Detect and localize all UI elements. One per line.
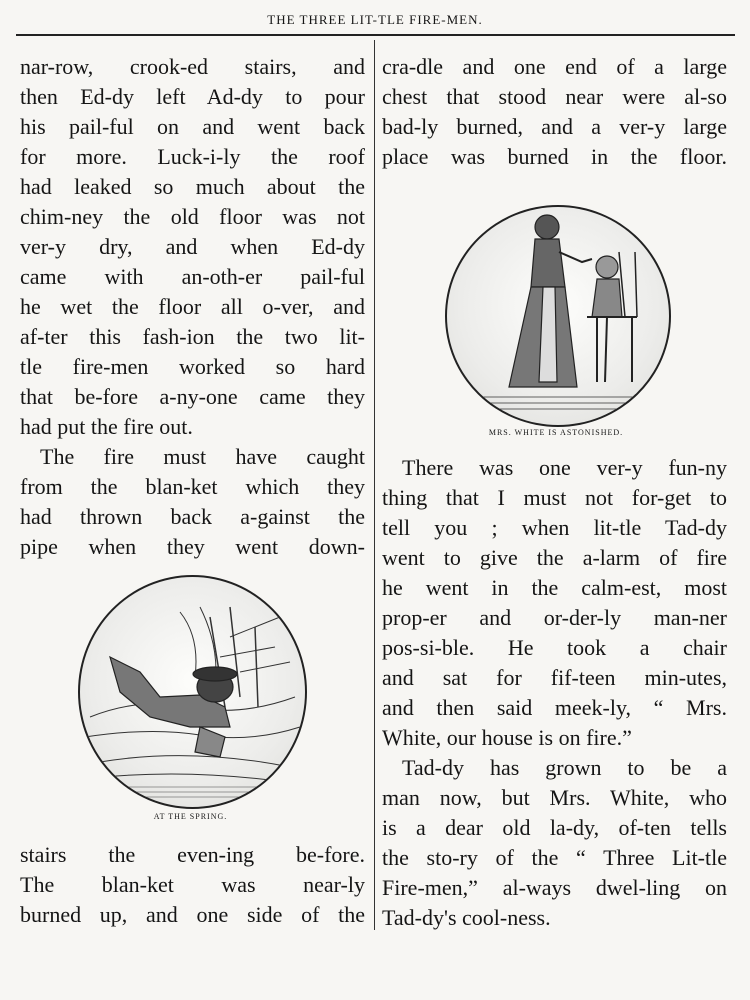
illustration-caption: MRS. WHITE IS ASTONISHED. [488, 428, 624, 437]
column-divider [374, 40, 375, 930]
text-line: chest that stood near were al-so [382, 84, 727, 109]
text-line: then Ed-dy left Ad-dy to pour [20, 84, 365, 109]
text-line: stairs the even-ing be-fore. [20, 842, 365, 867]
text-line: had put the fire out. [20, 414, 193, 439]
text-line: the sto-ry of the “ Three Lit-tle [382, 845, 727, 870]
text-line: bad-ly burned, and a ver-y large [382, 114, 727, 139]
right-column-top-text [382, 52, 727, 172]
left-column-bottom-text [20, 840, 365, 930]
text-line: tell you ; when lit-tle Tad-dy [382, 515, 727, 540]
running-header: THE THREE LIT-TLE FIRE-MEN. [267, 12, 483, 27]
text-line: man now, but Mrs. White, who [382, 785, 727, 810]
text-line: The blan-ket was near-ly [20, 872, 365, 897]
text-line: and sat for fif-teen min-utes, [382, 665, 727, 690]
illustration-mrs-white-astonished [445, 205, 671, 427]
illustration-at-the-spring [78, 575, 307, 809]
text-line: pipe when they went down- [20, 534, 365, 559]
text-line: had leaked so much about the [20, 174, 365, 199]
text-line: tle fire-men worked so hard [20, 354, 365, 379]
boy-at-spring-engraving [80, 577, 305, 807]
text-line: for more. Luck-i-ly the roof [20, 144, 365, 169]
text-line: his pail-ful on and went back [20, 114, 365, 139]
left-column-top-text [20, 52, 365, 562]
text-line: Fire-men,” al-ways dwel-ling on [382, 875, 727, 900]
text-line: he went in the calm-est, most [382, 575, 727, 600]
text-line: White, our house is on fire.” [382, 725, 632, 750]
text-line: place was burned in the floor. [382, 144, 727, 169]
text-line: went to give the a-larm of fire [382, 545, 727, 570]
text-line: prop-er and or-der-ly man-ner [382, 605, 727, 630]
text-line: nar-row, crook-ed stairs, and [20, 54, 365, 79]
text-line: The fire must have caught [40, 444, 365, 469]
text-line: had thrown back a-gainst the [20, 504, 365, 529]
text-line: that be-fore a-ny-one came they [20, 384, 365, 409]
text-line: burned up, and one side of the [20, 902, 365, 927]
illustration-caption: AT THE SPRING. [153, 812, 228, 821]
text-line: he wet the floor all o-ver, and [20, 294, 365, 319]
text-line: and then said meek-ly, “ Mrs. [382, 695, 727, 720]
text-line: There was one ver-y fun-ny [402, 455, 727, 480]
mrs-white-engraving [447, 207, 669, 425]
text-line: chim-ney the old floor was not [20, 204, 365, 229]
text-line: came with an-oth-er pail-ful [20, 264, 365, 289]
text-line: thing that I must not for-get to [382, 485, 727, 510]
text-line: af-ter this fash-ion the two lit- [20, 324, 365, 349]
text-line: cra-dle and one end of a large [382, 54, 727, 79]
text-line: ver-y dry, and when Ed-dy [20, 234, 365, 259]
right-column-main-text [382, 453, 727, 933]
text-line: is a dear old la-dy, of-ten tells [382, 815, 727, 840]
text-line: Tad-dy's cool-ness. [382, 905, 551, 930]
text-line: pos-si-ble. He took a chair [382, 635, 727, 660]
header-rule [16, 34, 735, 36]
text-line: Tad-dy has grown to be a [402, 755, 727, 780]
text-line: from the blan-ket which they [20, 474, 365, 499]
